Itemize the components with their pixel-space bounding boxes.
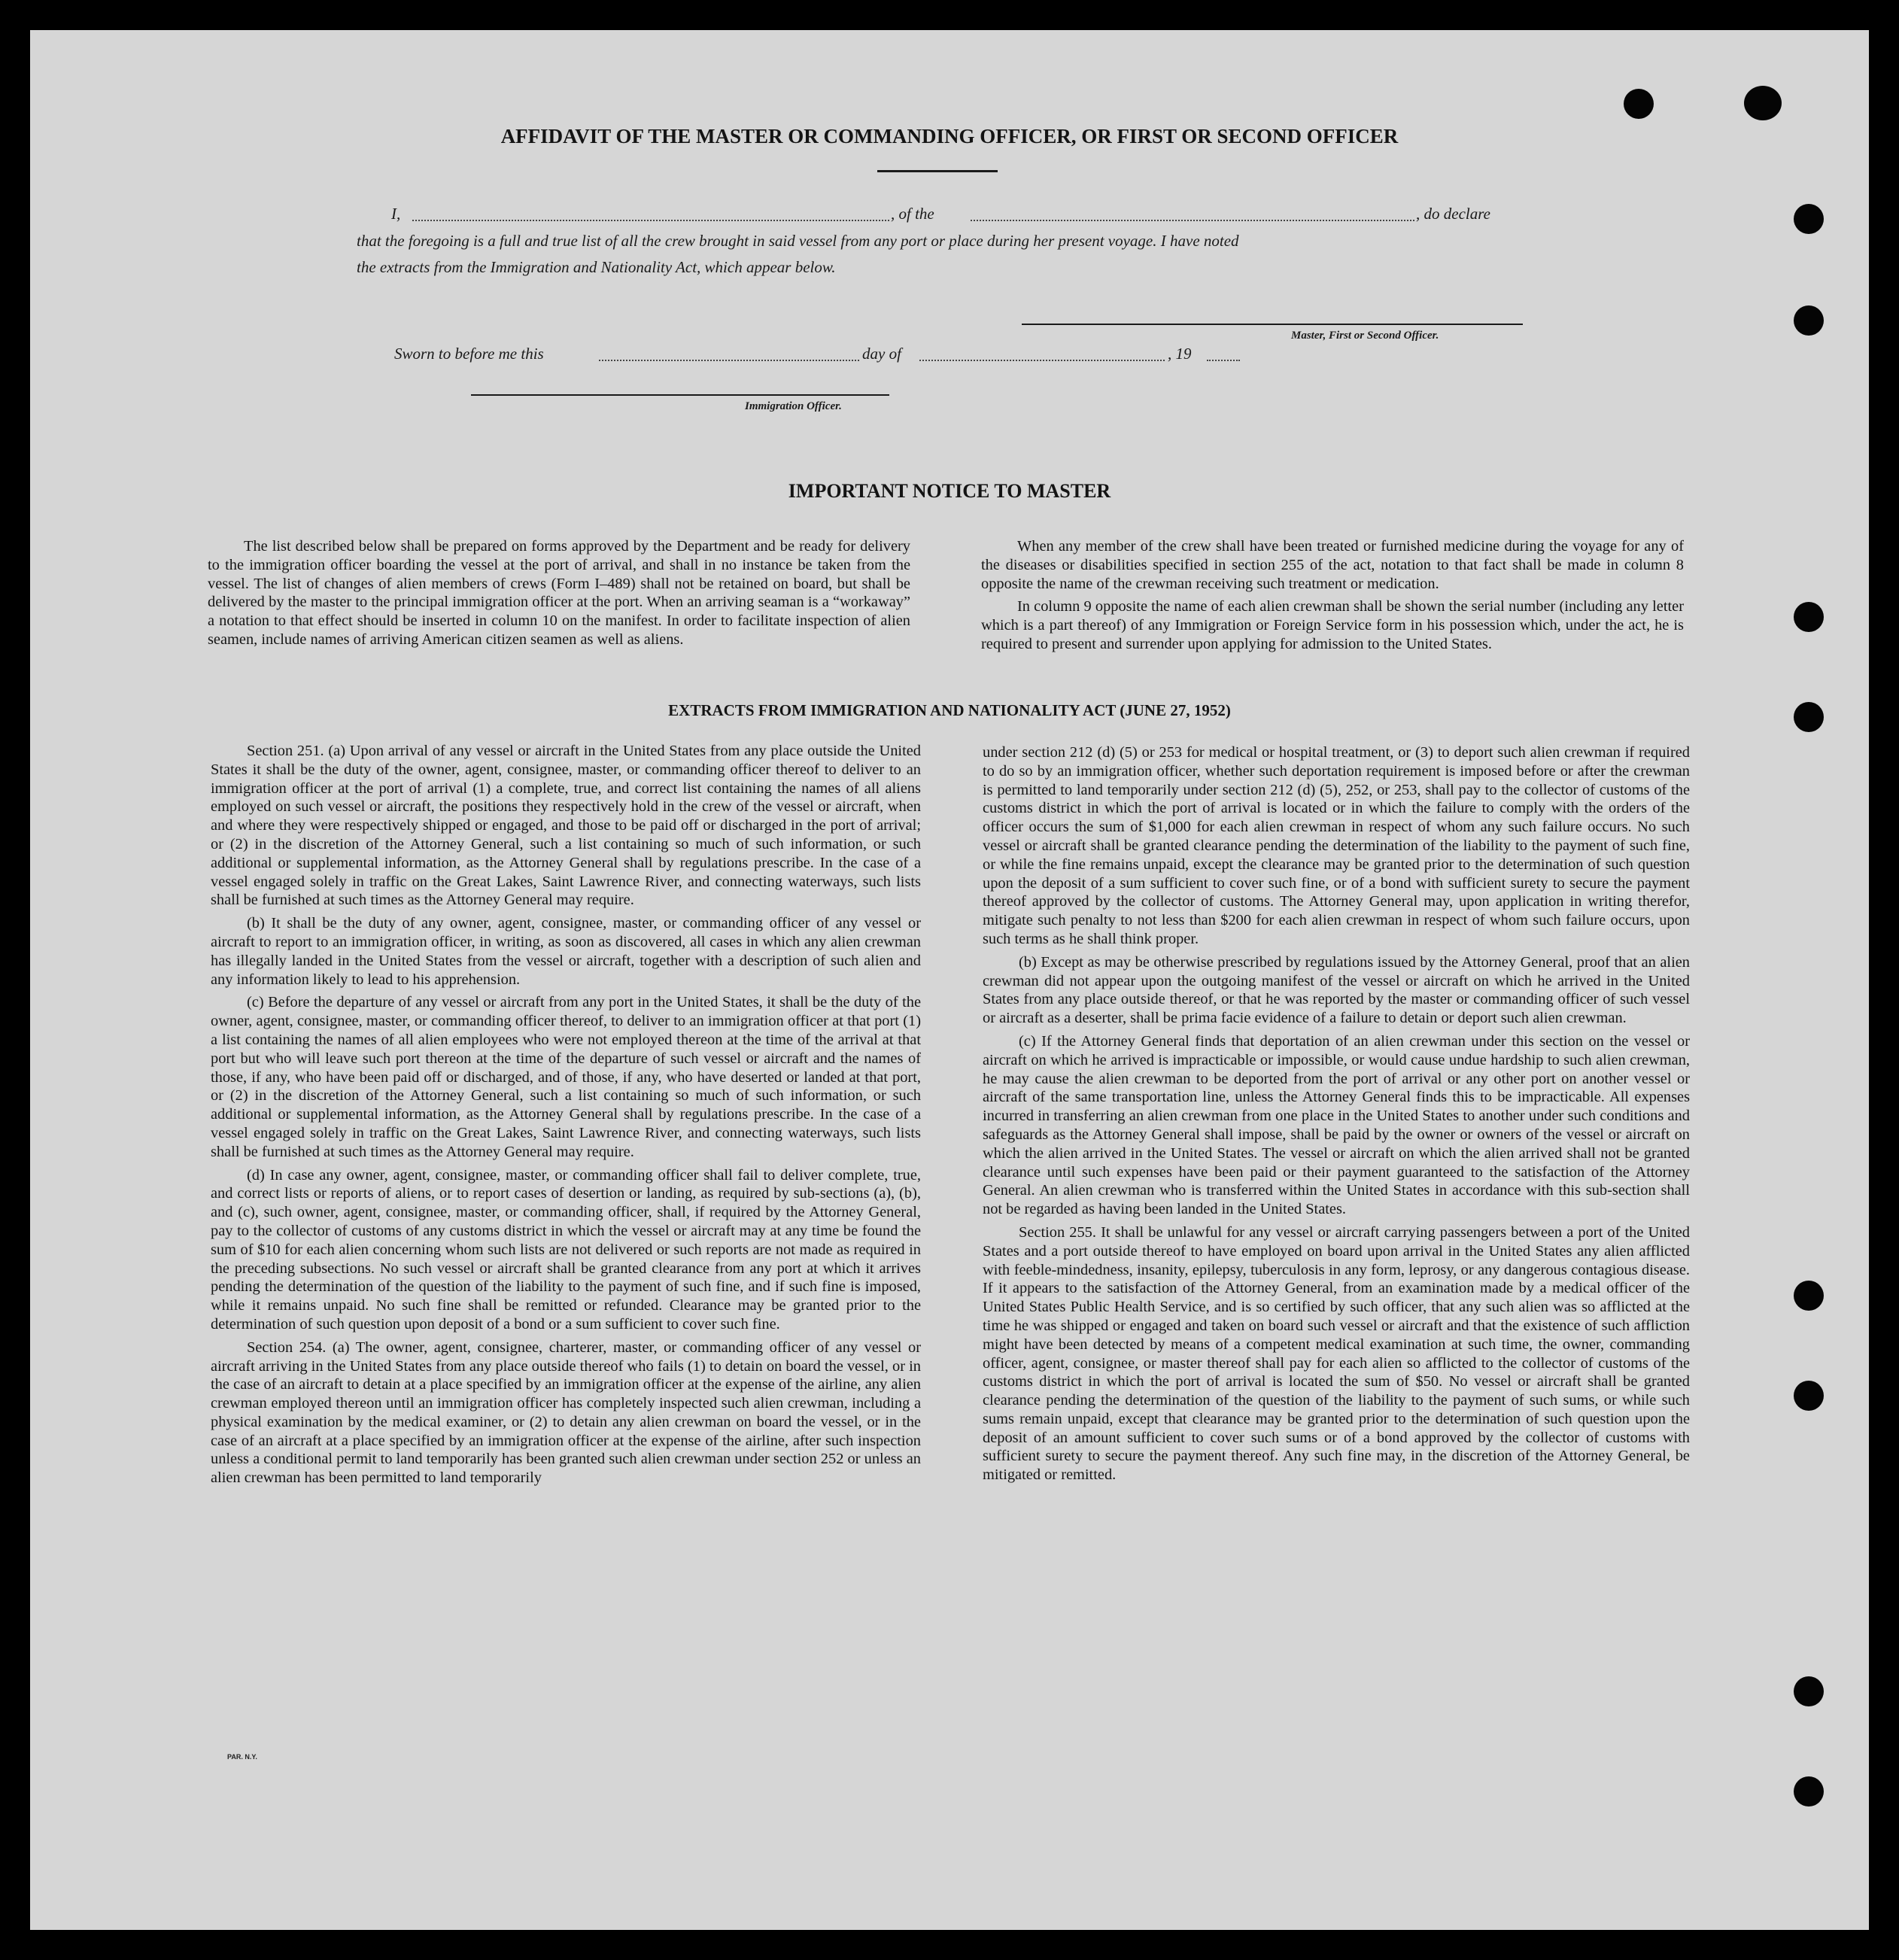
section-251-b: (b) It shall be the duty of any owner, agent, consignee, master, or commanding officer of any vessel or aircraft to report to an immigration officer, in writing, as soon as discovered, all cases in which any alien crewman has illegally landed in the United States from the vessel or aircraft, together with a description of such alien and any information likely to lead to his apprehension. bbox=[211, 915, 921, 988]
extracts-right-column bbox=[983, 743, 1690, 1747]
affidavit-i-label: I, bbox=[391, 205, 401, 223]
extracts-left-column bbox=[211, 742, 921, 1746]
punch-hole bbox=[1744, 86, 1782, 120]
section-254-c: (c) If the Attorney General finds that deportation of an alien crewman under this section on the vessel or aircraft on which he arrived is impracticable or impossible, or would cause undue hardship to such alien crewman, he may cause the alien crewman to be deported from the port of arrival or any other port on another vessel or aircraft of the same transportation line, unless the Attorney General finds this to be impracticable. All expenses incurred in transferring an alien crewman from one place in the United States to another under such conditions and safeguards as the Attorney General shall impose, shall be paid by the owner or owners of the vessel or aircraft on which the alien arrived in the United States. The vessel or aircraft on which the alien arrived shall not be granted clearance until such expenses have been paid or their payment guaranteed to the satisfaction of the Attorney General. An alien crewman who is transferred within the United States in accordance with this sub-section shall not be regarded as having been landed in the United States. bbox=[983, 1032, 1690, 1218]
notice-title: IMPORTANT NOTICE TO MASTER bbox=[788, 480, 1111, 502]
punch-hole bbox=[1624, 89, 1654, 119]
punch-hole bbox=[1794, 1381, 1824, 1411]
punch-hole bbox=[1794, 1676, 1824, 1706]
officer-signature-line[interactable] bbox=[471, 394, 889, 396]
section-255: Section 255. It shall be unlawful for any vessel or aircraft carrying passengers between a port of the United States and a port outside thereof to have employed on board upon arrival in the United States any alien afflicted with feeble-mindedness, insanity, epilepsy, tuberculosis in any form, leprosy, or any dangerous contagious disease. If it appears to the satisfaction of the Attorney General, from an examination made by a medical officer of the United States Public Health Service, and is so certified by such officer, that any such alien was so afflicted at the time he was shipped or engaged and taken on board such vessel or aircraft and that the existence of such affliction might have been detected by means of a competent medical examination at such time, the owner, commanding officer, agent, consignee, or master thereof shall pay for each alien so afflicted to the collector of customs of the customs district in which the port of arrival is located the sum of $50. No vessel or aircraft shall be granted clearance pending the determination of the question of the liability to the payment of such sums, or while such sums remain unpaid, except that clearance may be granted prior to the determination of such question upon the deposit of an amount sufficient to cover such sums or of a bond approved by the collector of customs with sufficient surety to secure the payment thereof. Any such fine may, in the discretion of the Attorney General, be mitigated or remitted. bbox=[983, 1223, 1690, 1484]
section-251-c: (c) Before the departure of any vessel or aircraft from any port in the United States, it shall be the duty of the owner, agent, consignee, master, or commanding officer thereof, to deliver to an immigration officer at that port (1) a list containing the names of all alien employees who were not employed thereon at the time of the arrival at that port but who will leave such port thereon at the time of the departure of such vessel or aircraft and the names of those, if any, who have been paid off or discharged, and of those, if any, who have deserted or landed at that port, or (2) in the discretion of the Attorney General, such a list containing so much of such information, or such additional or supplemental information, as the Attorney General shall by regulations prescribe. In the case of a vessel engaged solely in traffic on the Great Lakes, Saint Lawrence River, and connecting waterways, such lists shall be furnished at such times as the Attorney General may require. bbox=[211, 994, 921, 1160]
vessel-field[interactable] bbox=[971, 220, 1414, 221]
name-field[interactable] bbox=[412, 220, 889, 221]
punch-hole bbox=[1794, 602, 1824, 632]
affidavit-title: AFFIDAVIT OF THE MASTER OR COMMANDING OFFICER, OR FIRST OR SECOND OFFICER bbox=[500, 125, 1399, 147]
affidavit-of-the-label: , of the bbox=[891, 205, 934, 223]
section-251-d: (d) In case any owner, agent, consignee, master, or commanding officer shall fail to deliver complete, true, and correct lists or reports of aliens, or to report cases of desertion or landing, as required by sub-sections (a), (b), and (c), such owner, agent, consignee, master, or commanding officer, shall, if required by the Attorney General, pay to the collector of customs of any customs district in which the vessel or aircraft may at any time be found the sum of $10 for each alien concerning whom such lists are not delivered or such reports are not made as required in the preceding subsections. No such vessel or aircraft shall be granted clearance from any port at which it arrives pending the determination of the question of the liability to the payment of such fine, and if such fine is imposed, while it remains unpaid. No such fine shall be remitted or refunded. Clearance may be granted prior to the determination of such question upon deposit of a bond or a sum sufficient to cover such fine. bbox=[211, 1166, 921, 1332]
notice-left-paragraph: The list described below shall be prepared on forms approved by the Department and be ready for delivery to the immigration officer boarding the vessel at the port of arrival, and shall in no instance be taken from the vessel. The list of changes of alien members of crews (Form I–489) shall not be retained on board, but shall be delivered by the master to the principal immigration officer at the port. When an arriving seaman is a “workaway” a notation to that effect should be inserted in column 10 on the manifest. In order to facilitate inspection of alien seamen, include names of arriving American citizen seamen as well as aliens. bbox=[208, 538, 910, 648]
affidavit-declare-label: , do declare bbox=[1416, 205, 1490, 223]
section-254-a-continued: under section 212 (d) (5) or 253 for medical or hospital treatment, or (3) to deport such alien crewman if required to do so by an immigration officer, whether such deportation requirement is imposed before or after the crewman is permitted to land temporarily under section 212 (d) (5), 252, or 253, shall pay to the collector of customs of the customs district in which the port of arrival is located or in which the failure to comply with the orders of the officer occurs the sum of $1,000 for each alien crewman in respect of whom any such failure occurs. No such vessel or aircraft shall be granted clearance pending the determination of the liability to the payment of such fine, or while the fine remains unpaid, except the clearance may be granted prior to the determination of such question upon the deposit of a sum sufficient to cover such fine, or of a bond with sufficient surety to secure the payment thereof approved by the collector of customs. The Attorney General may, upon application in writing therefor, mitigate such penalty to not less than $200 for each alien crewman in respect of whom such failure occurs, upon such terms as he shall think proper. bbox=[983, 744, 1690, 947]
punch-hole bbox=[1794, 1281, 1824, 1311]
punch-hole bbox=[1794, 305, 1824, 336]
day-of-label: day of bbox=[862, 345, 901, 363]
section-254-a: Section 254. (a) The owner, agent, consignee, charterer, master, or commanding officer of any vessel or aircraft arriving in the United States from any place outside thereof who fails (1) to detain on board the vessel, or in the case of an aircraft to detain at a place specified by an immigration officer at the expense of the airline, any alien crewman employed thereon until an immigration officer has completely inspected such alien crewman, including a physical examination by the medical examiner, or (2) to detain any alien crewman on board the vessel, or in the case of an aircraft at a place specified by an immigration officer at the expense of the airline, after such inspection unless a conditional permit to land temporarily has been granted such alien crewman under section 252 or unless an alien crewman has been permitted to land temporarily bbox=[211, 1339, 921, 1487]
notice-right-paragraph-1: When any member of the crew shall have been treated or furnished medicine during the voyage for any of the diseases or disabilities specified in section 255 of the act, notation to that fact shall be made in column 8 opposite the name of the crewman receiving such treatment or medication. bbox=[981, 538, 1684, 592]
punch-hole bbox=[1794, 1776, 1824, 1807]
signature-caption: Master, First or Second Officer. bbox=[1291, 330, 1439, 342]
extracts-title: EXTRACTS FROM IMMIGRATION AND NATIONALITY ACT (JUNE 27, 1952) bbox=[668, 701, 1231, 719]
sworn-month-field[interactable] bbox=[919, 360, 1165, 361]
title-rule bbox=[877, 170, 998, 172]
section-251-a: Section 251. (a) Upon arrival of any vessel or aircraft in the United States from any place outside the United States it shall be the duty of the owner, agent, consignee, master, or commanding officer thereof to deliver to an immigration officer at the port of arrival (1) a complete, true, and correct list containing the names of all aliens employed on such vessel or aircraft, the positions they respectively hold in the crew of the vessel or aircraft, when and where they were respectively shipped or engaged, and those to be paid off or discharged in the port of arrival; or (2) in the discretion of the Attorney General, such a list containing so much of such information, or such additional or supplemental information, as the Attorney General shall by regulations prescribe. In the case of a vessel engaged solely in traffic on the Great Lakes, Saint Lawrence River, and connecting waterways, such lists shall be furnished at such times as the Attorney General may require. bbox=[211, 743, 921, 909]
officer-caption: Immigration Officer. bbox=[745, 400, 842, 412]
section-254-b: (b) Except as may be otherwise prescribed by regulations issued by the Attorney General, proof that an alien crewman did not appear upon the outgoing manifest of the vessel or aircraft on which he arrived in the United States from any place outside thereof, or that he was reported by the master or commanding officer of such vessel or aircraft as a deserter, shall be prima facie evidence of a failure to detain or deport such alien crewman. bbox=[983, 953, 1690, 1027]
affidavit-line-2: that the foregoing is a full and true list of all the crew brought in said vessel from any port or place during her present voyage. I have noted bbox=[357, 232, 1239, 250]
notice-right-paragraph-2: In column 9 opposite the name of each alien crewman shall be shown the serial number (including any letter which is a part thereof) of any Immigration or Foreign Service form in his possession which, under the act, he is required to present and surrender upon applying for admission to the United States. bbox=[981, 598, 1684, 652]
signature-line[interactable] bbox=[1022, 324, 1523, 325]
affidavit-line-3: the extracts from the Immigration and Nationality Act, which appear below. bbox=[357, 258, 836, 276]
punch-hole bbox=[1794, 204, 1824, 234]
notice-left-column bbox=[208, 537, 910, 688]
printer-mark: PAR. N.Y. bbox=[227, 1753, 257, 1761]
year-label: , 19 bbox=[1168, 345, 1192, 363]
sworn-label: Sworn to before me this bbox=[394, 345, 544, 363]
document-page bbox=[30, 30, 1869, 1930]
sworn-day-field[interactable] bbox=[599, 360, 859, 361]
sworn-year-field[interactable] bbox=[1207, 360, 1240, 361]
notice-right-column bbox=[981, 537, 1684, 725]
